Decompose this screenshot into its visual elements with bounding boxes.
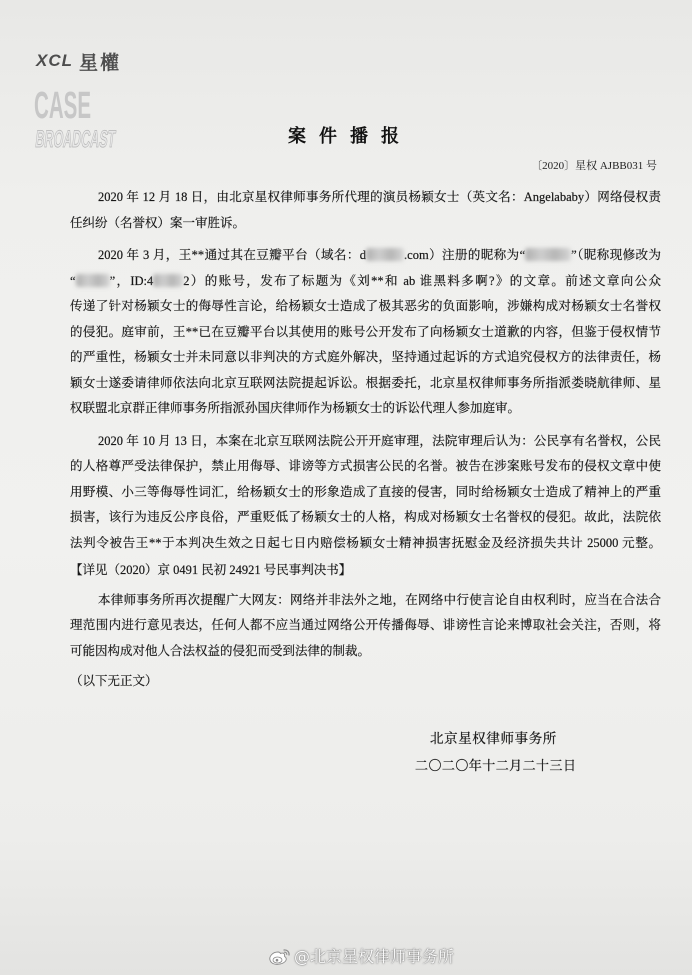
body-line: 颖女士遂委请律师依法向北京互联网法院提起诉讼。根据委托，北京星权律师事务所指派娄晓航律师、星	[70, 375, 661, 390]
document-body	[70, 185, 661, 695]
paragraph-case-background	[70, 243, 661, 422]
body-line: 的侵犯。庭审前，王**已在豆瓣平台以其使用的账号公开发布了向杨颖女士道歉的内容，但鉴于侵权情节	[70, 324, 661, 339]
body-line: 理范围内进行意见表达，任何人都不应当通过网络公开传播侮辱、诽谤性言论来博取社会关注，否则，将	[70, 618, 661, 632]
signature-firm-name: 北京星权律师事务所	[430, 731, 557, 746]
body-line	[70, 243, 661, 269]
body-line: 任纠纷（名誉权）案一审胜诉。	[70, 215, 246, 230]
body-line: 的人格尊严受法律保护，禁止用侮辱、诽谤等方式损害公民的名誉。被告在涉案账号发布的侵权文章中使	[70, 459, 661, 473]
body-line: 可能因构成对他人合法权益的侵犯而受到法律的制裁。	[70, 643, 371, 658]
body-line: 权联盟北京群正律师事务所指派孙国庆律师作为杨颖女士的诉讼代理人参加庭审。	[70, 401, 521, 415]
judgment-citation: 【详见（2020）京 0491 民初 24921 号民事判决书】	[70, 563, 352, 577]
end-note: （以下无正文）	[70, 674, 158, 688]
redacted-domain-blur	[366, 248, 404, 261]
body-line	[70, 269, 661, 295]
text-segment: ”，ID:4	[109, 273, 154, 288]
paragraph-public-reminder	[70, 588, 661, 665]
weibo-watermark	[268, 947, 454, 967]
body-line: 法判令被告王**于本判决生效之日起七日内赔偿杨颖女士精神损害抚慰金及经济损失共计 25000 元整。	[70, 535, 661, 550]
paragraph-court-ruling	[70, 429, 661, 557]
signature-date: 二〇二〇年十二月二十三日	[415, 758, 577, 773]
weibo-icon	[268, 947, 292, 967]
text-segment: ”（昵称现修改为	[571, 248, 661, 262]
redacted-nickname-blur	[525, 248, 571, 261]
document-reference-number: 〔2020〕星权 AJBB031 号	[531, 160, 657, 172]
banner-broadcast-text: BROADCAST	[34, 126, 117, 153]
body-line: 用野模、小三等侮辱性词汇，给杨颖女士的形象造成了直接的侵害，同时给杨颖女士造成了精神上的严重	[70, 484, 661, 499]
redacted-new-nickname-blur	[76, 274, 110, 287]
body-line: 传递了针对杨颖女士的侮辱性言论，给杨颖女士造成了极其恶劣的负面影响，涉嫌构成对杨颖女士名誉权	[70, 299, 661, 313]
text-segment: .com）注册的昵称为“	[404, 248, 526, 262]
banner-case-text: CASE	[34, 85, 92, 127]
text-segment: 2）的账号，发布了标题为《刘**和 ab 谁黑料多啊?》的文章。前述文章向公众	[183, 273, 661, 288]
body-line: 2020 年 10 月 13 日，本案在北京互联网法院公开开庭审理，法院审理后认为：公民享有名誉权，公民	[98, 433, 661, 448]
body-line: 本律师事务所再次提醒广大网友：网络并非法外之地，在网络中行使言论自由权利时，应当在合法合	[98, 592, 661, 607]
firm-logo	[36, 50, 121, 72]
body-line: 损害，该行为违反公序良俗，严重贬低了杨颖女士的人格，构成对杨颖女士名誉权的侵犯。故此，法院依	[70, 510, 661, 524]
logo-latin-text: XCL	[36, 51, 73, 70]
text-segment: 2020 年 3 月，王**通过其在豆瓣平台（域名：d	[98, 248, 367, 262]
watermark-text: @北京星权律师事务所	[294, 947, 455, 966]
paragraph-verdict-summary	[70, 185, 661, 236]
body-line: 2020 年 12 月 18 日，由北京星权律师事务所代理的演员杨颖女士（英文名：Angelababy）网络侵权责	[98, 190, 661, 204]
text-segment: “	[70, 273, 76, 288]
redacted-id-blur	[153, 274, 183, 287]
body-line: 的严重性，杨颖女士并未同意以非判决的方式庭外解决，坚持通过起诉的方式追究侵权方的法律责任，杨	[70, 350, 661, 364]
logo-cjk-text: 星權	[79, 51, 122, 74]
document-title: 案件播报	[288, 126, 412, 147]
